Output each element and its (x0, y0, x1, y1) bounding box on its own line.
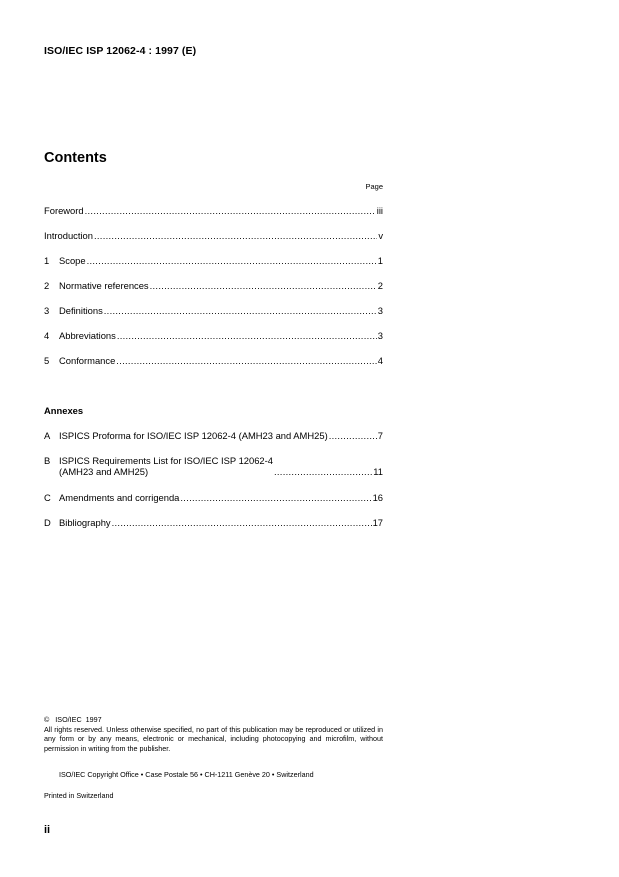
toc-entry-title: Definitions (59, 305, 103, 316)
dot-leader (117, 330, 377, 341)
annex-page: 17 (372, 517, 383, 528)
toc-entry-title: Normative references (59, 280, 149, 291)
copyright-line: © ISO/IEC 1997 (44, 715, 102, 724)
dot-leader (104, 305, 377, 316)
rights-statement: All rights reserved. Unless otherwise specified, no part of this publication may be reproduced or utilized in any form or by any means, electronic or mechanical, including photocopying and microfilm, without permission in writing from the publisher. (44, 724, 383, 753)
document-header: ISO/IEC ISP 12062-4 : 1997 (E) (44, 45, 197, 57)
annex-page: 7 (377, 430, 383, 441)
toc-entry-scope[interactable] (44, 255, 383, 266)
toc-entry-conformance[interactable] (44, 355, 383, 366)
dot-leader (150, 280, 377, 291)
toc-entry-title: Foreword (44, 205, 84, 216)
annex-title-line1: ISPICS Requirements List for ISO/IEC ISP 12062-4 (59, 455, 273, 466)
copyright-office-address: ISO/IEC Copyright Office • Case Postale 56 • CH-1211 Genève 20 • Switzerland (59, 770, 314, 779)
toc-entry-page: 2 (377, 280, 383, 291)
annex-page: 11 (373, 466, 383, 477)
annex-entry-d[interactable] (44, 517, 383, 528)
page-number: ii (44, 824, 51, 836)
toc-entry-page: iii (376, 205, 383, 216)
annex-letter: B (44, 455, 51, 466)
annex-entry-c[interactable] (44, 492, 383, 503)
annex-entry-b[interactable] (44, 455, 383, 477)
dot-leader (87, 255, 377, 266)
toc-entry-page: 3 (377, 305, 383, 316)
annex-title (59, 455, 273, 477)
toc-entry-title: Abbreviations (59, 330, 116, 341)
toc-entry-number: 1 (44, 255, 50, 266)
printed-in-label: Printed in Switzerland (44, 791, 114, 800)
toc-entry-foreword[interactable] (44, 205, 383, 216)
toc-entry-number: 4 (44, 330, 50, 341)
toc-entry-definitions[interactable] (44, 305, 383, 316)
toc-entry-page: 1 (377, 255, 383, 266)
annex-title: Bibliography (59, 517, 111, 528)
toc-entry-title: Conformance (59, 355, 116, 366)
toc-entry-number: 2 (44, 280, 50, 291)
annex-page: 16 (372, 492, 383, 503)
annex-title: ISPICS Proforma for ISO/IEC ISP 12062-4 (AMH23 and AMH25) (59, 430, 328, 441)
toc-entry-title: Scope (59, 255, 86, 266)
dot-leader (112, 517, 372, 528)
annex-letter: C (44, 492, 51, 503)
toc-entry-number: 5 (44, 355, 50, 366)
copyright-notice (44, 715, 383, 753)
annex-title: Amendments and corrigenda (59, 492, 180, 503)
toc-entry-title: Introduction (44, 230, 93, 241)
annex-letter: D (44, 517, 51, 528)
page-column-label: Page (365, 182, 383, 191)
dot-leader (85, 205, 376, 216)
dot-leader (329, 430, 377, 441)
contents-heading: Contents (44, 150, 107, 166)
toc-entry-abbreviations[interactable] (44, 330, 383, 341)
annexes-heading: Annexes (44, 405, 84, 416)
dot-leader (180, 492, 371, 503)
toc-entry-normative-references[interactable] (44, 280, 383, 291)
toc-entry-page: v (378, 230, 383, 241)
toc-entry-page: 4 (377, 355, 383, 366)
annex-title-line2: (AMH23 and AMH25) (59, 466, 149, 477)
toc-entry-number: 3 (44, 305, 50, 316)
annex-letter: A (44, 430, 51, 441)
toc-entry-introduction[interactable] (44, 230, 383, 241)
dot-leader (274, 466, 372, 477)
dot-leader (116, 355, 377, 366)
dot-leader (94, 230, 377, 241)
toc-entry-page: 3 (377, 330, 383, 341)
annex-entry-a[interactable] (44, 430, 383, 441)
